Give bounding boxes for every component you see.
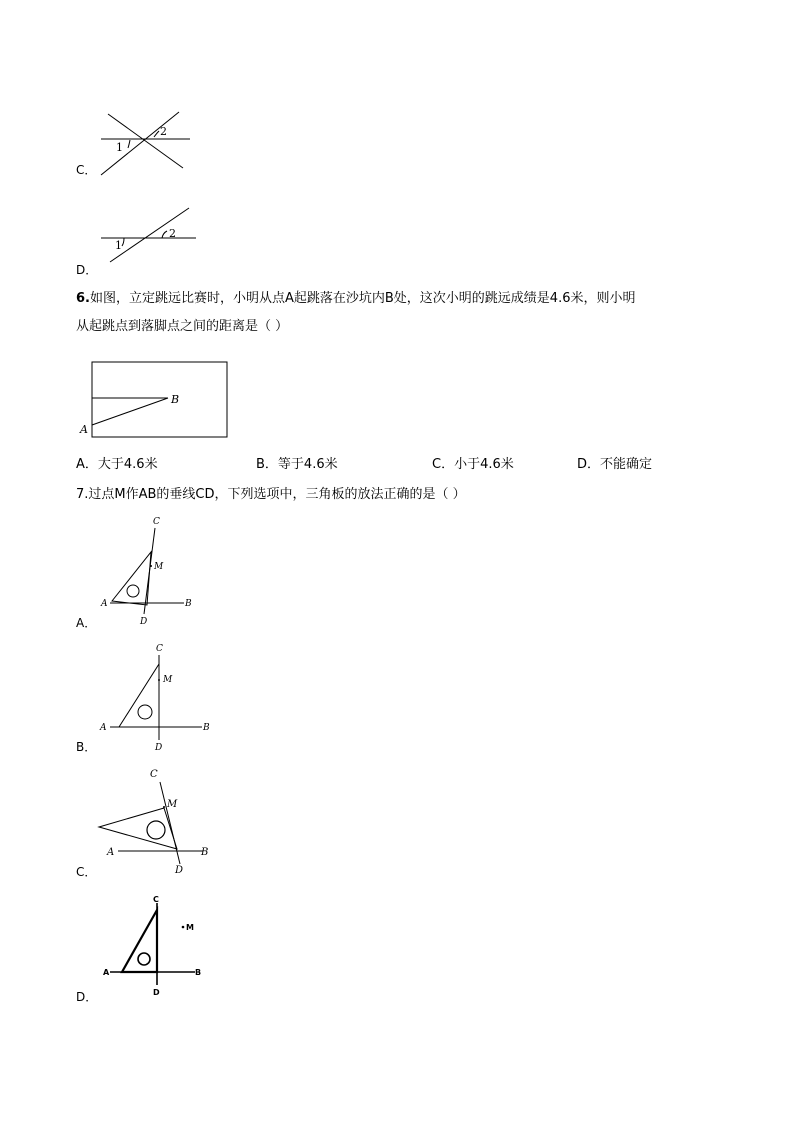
- q7d-label-d: D: [153, 988, 160, 997]
- q7a-label-a: A: [101, 599, 108, 609]
- q6-stem-text-1: 如图，立定跳远比赛时，小明从点A起跳落在沙坑内B处，这次小明的跳远成绩是4.6米，则小明: [89, 291, 636, 306]
- q5d-angle2-label: 2: [169, 227, 176, 240]
- q7d-label-m: M: [186, 923, 194, 932]
- q7a-label-d: D: [140, 617, 148, 627]
- q7d-label-a: A: [103, 968, 110, 977]
- q7a-label-b: B: [185, 599, 192, 609]
- q5c-angle2-label: 2: [160, 125, 167, 138]
- q7b-label-d: D: [155, 743, 163, 753]
- q7d-label-c: C: [153, 895, 159, 904]
- q6-point-a-label: A: [80, 423, 88, 436]
- q5-option-c-label[interactable]: C．: [76, 163, 97, 177]
- q6-number: 6.: [76, 291, 90, 306]
- q6-option-c[interactable]: C．小于4.6米: [432, 457, 514, 472]
- q7-number: 7.: [76, 487, 89, 502]
- q7b-label-c: C: [156, 644, 163, 654]
- q7-option-c-label[interactable]: C．: [76, 865, 97, 879]
- q7c-label-b: B: [201, 847, 209, 858]
- q7a-label-m: M: [154, 562, 164, 572]
- q6-option-a[interactable]: A．大于4.6米: [76, 457, 158, 472]
- q7d-label-b: B: [195, 968, 202, 977]
- q7c-label-a: A: [107, 847, 115, 858]
- q7b-label-a: A: [100, 723, 107, 733]
- q5d-angle1-label: 1: [115, 239, 122, 252]
- q7c-label-d: D: [175, 865, 184, 876]
- q7-figure-d: [103, 895, 201, 997]
- q5c-angle1-label: 1: [116, 141, 123, 154]
- q7c-label-m: M: [167, 799, 178, 810]
- q7-figure-c: [99, 769, 208, 876]
- q7-option-d-label[interactable]: D．: [76, 990, 98, 1004]
- q7c-label-c: C: [150, 769, 158, 780]
- q6-point-b-label: B: [171, 393, 180, 406]
- q7-option-b-label[interactable]: B．: [76, 740, 97, 754]
- q5-option-d-label[interactable]: D．: [76, 263, 98, 277]
- q7a-label-c: C: [153, 517, 160, 527]
- q6-option-d[interactable]: D．不能确定: [577, 457, 653, 472]
- q6-option-b[interactable]: B．等于4.6米: [256, 457, 338, 472]
- q7-figure-a: [100, 517, 192, 627]
- q7-figure-b: [99, 644, 210, 753]
- q7-stem-text: 过点M作AB的垂线CD，下列选项中，三角板的放法正确的是（ ）: [88, 487, 466, 502]
- q7b-label-b: B: [203, 723, 210, 733]
- q7b-label-m: M: [163, 675, 173, 685]
- q7-option-a-label[interactable]: A．: [76, 616, 97, 630]
- q6-stem-line2: 从起跳点到落脚点之间的距离是（ ）: [76, 319, 289, 334]
